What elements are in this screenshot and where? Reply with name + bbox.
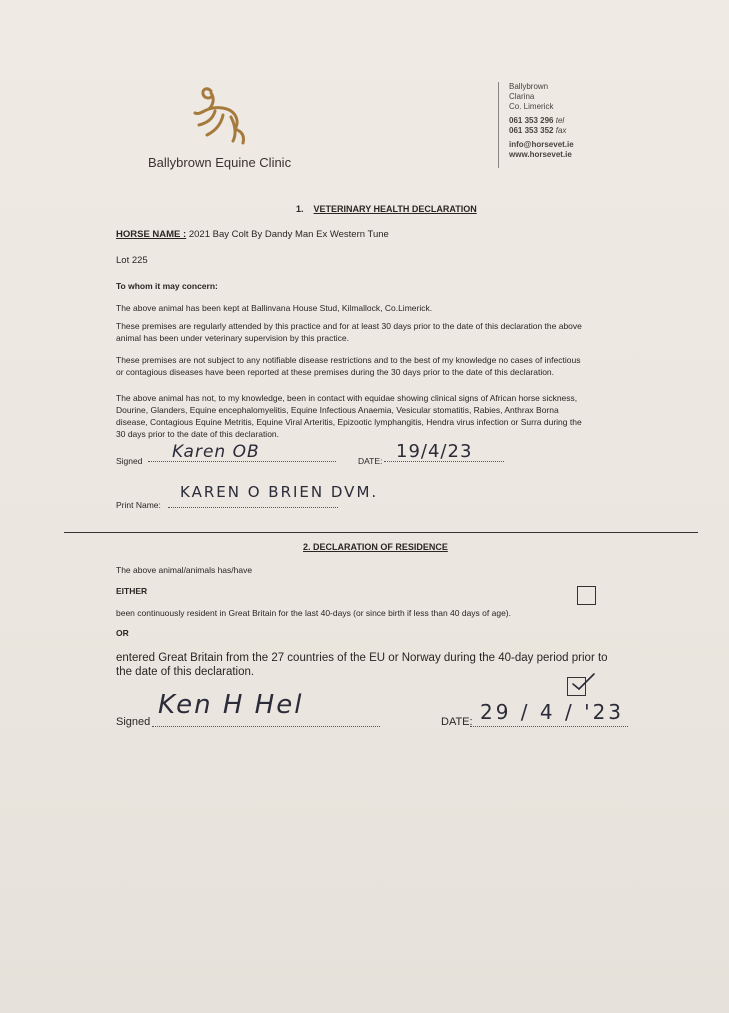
horse-name-label: HORSE NAME : [116,229,187,240]
date-value-2: 29 / 4 / '23 [480,700,625,724]
horse-name-row [116,229,389,241]
clinic-address-block [509,82,574,160]
clinic-email: info@horsevet.ie [509,140,574,149]
section1-number: 1. [296,204,304,214]
fax-number: 061 353 352 [509,126,554,135]
address-line: Ballybrown [509,82,549,91]
paragraph-contact [116,392,636,440]
phone-label: tel [555,116,565,125]
option1-text: been continuously resident in Great Britain for the last 40-days (or since birth if less than 40 days of age). [116,608,511,618]
address-line: Co. Limerick [509,102,554,111]
print-name-label: Print Name: [116,500,161,510]
or-label: OR [116,628,129,638]
clinic-name: Ballybrown Equine Clinic [148,155,292,170]
date-label: DATE: [358,456,383,466]
signature-2: Ken H Hel [158,690,304,720]
salutation: To whom it may concern: [116,281,218,291]
paragraph-line: These premises are regularly attended by this practice and for at least 30 days prior to the date of this declaration the above [116,321,582,331]
signed-label: Signed [116,456,143,466]
section2-intro: The above animal/animals has/have [116,565,253,575]
horse-logo-icon [185,85,255,151]
option2-text [116,651,608,679]
fax-line [509,126,574,136]
paragraph-line: animal has been under veterinary supervision by this practice. [116,333,349,343]
fax-label: fax [555,126,567,135]
paragraph-supervision [116,320,636,344]
checkmark-icon [570,672,596,694]
date-value: 19/4/23 [396,441,473,462]
option2-line: the date of this declaration. [116,666,255,678]
paragraph-line: disease, Contagious Equine Metritis, Equine Viral Arteritis, Epizootic lymphangitis, Hendra virus infection or Surra during the [116,417,582,427]
print-name-value: KAREN O BRIEN DVM. [180,483,379,501]
date-label-2: DATE: [441,716,473,728]
signed-label-2: Signed [116,716,151,728]
paragraph-restrictions [116,354,636,378]
option1-checkbox[interactable] [577,586,596,605]
either-label: EITHER [116,586,148,596]
phone-line [509,116,574,126]
paragraph-line: 30 days prior to the date of this declaration. [116,429,280,439]
section2-title: 2. DECLARATION OF RESIDENCE [303,542,448,552]
paragraph-line: Dourine, Glanders, Equine encephalomyelitis, Equine Infectious Anaemia, Vesicular stomatitis, Rabies, Anthrax Borna [116,405,559,415]
phone-number: 061 353 296 [509,116,554,125]
address-line: Clarina [509,92,535,101]
option2-checkbox[interactable] [567,677,586,696]
signature: Karen OB [172,442,260,462]
option2-line: entered Great Britain from the 27 countries of the EU or Norway during the 40-day period prior to [116,652,608,664]
address-divider [498,82,499,168]
section-divider [64,532,698,533]
paragraph-line: These premises are not subject to any notifiable disease restrictions and to the best of my knowledge no cases of infectious [116,355,581,365]
clinic-website: www.horsevet.ie [509,150,572,159]
section1-heading [296,204,477,214]
horse-name-value: 2021 Bay Colt By Dandy Man Ex Western Tune [188,229,389,240]
paragraph-line: or contagious diseases have been reported at these premises during the 30 days prior to the date of this declaration. [116,367,555,377]
paragraph-line: The above animal has not, to my knowledge, been in contact with equidae showing clinical signs of African horse sickness, [116,393,578,403]
section1-title: VETERINARY HEALTH DECLARATION [313,204,477,214]
paragraph-premises: The above animal has been kept at Ballinvana House Stud, Kilmallock, Co.Limerick. [116,303,433,313]
lot-number: Lot 225 [116,255,148,266]
